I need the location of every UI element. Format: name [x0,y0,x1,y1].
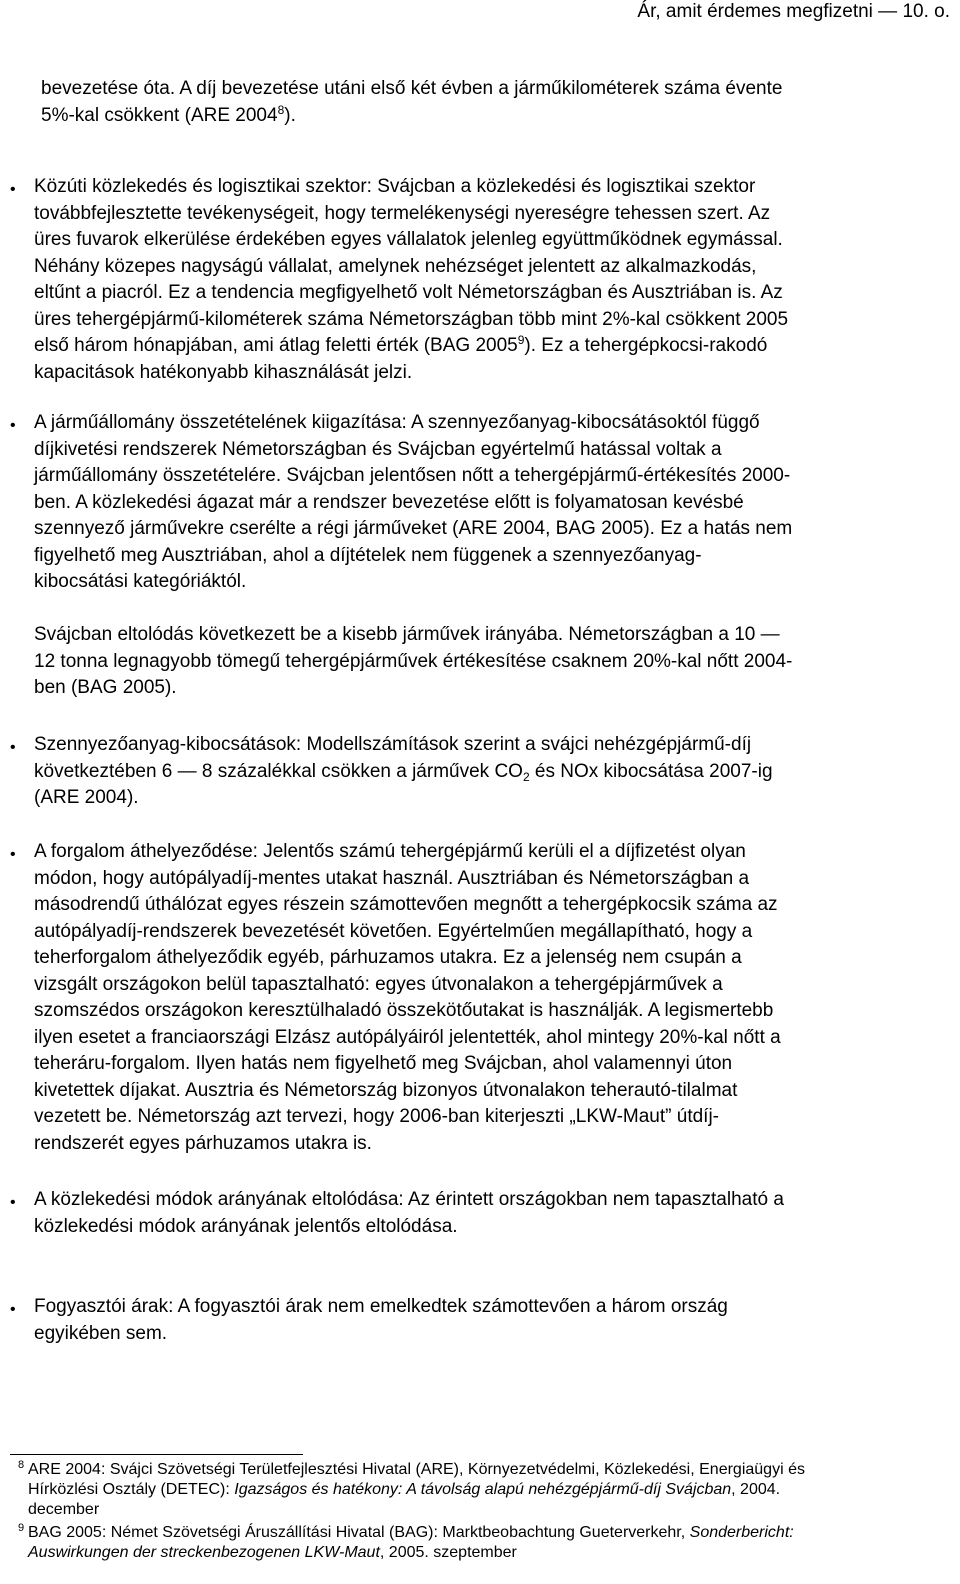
bullet-fleet [34,410,792,596]
footnote-ref[interactable]: 8 [277,102,285,117]
text-line: Svájcban eltolódás következett be a kisebb járművek irányába. Németországban a 10 — [34,624,780,645]
text-line: A forgalom áthelyeződése: Jelentős számú tehergépjármű kerüli el a díjfizetést olyan [34,841,746,862]
text-line: kivetettek díjakat. Ausztria és Németország bizonyos útvonalakon teherautó-tilalmat [34,1079,738,1101]
text-line: Közúti közlekedés és logisztikai szektor: Svájcban a közlekedési és logisztikai szektor [34,176,756,197]
text-line: A közlekedési módok arányának eltolódása: Az érintett országokban nem tapasztalható a [34,1189,784,1210]
intro-line: 5%-kal csökkent (ARE 2004$^8$). [41,102,296,126]
text-line: másodrendű úthálózat egyes részein számottevően megnőtt a tehergépkocsik száma az [34,894,778,915]
text-line: szomszédos országokon keresztülhaladó összekötőutakat is használják. A legismertebb [34,1000,774,1021]
text-line: járműállomány összetételére. Svájcban jelentősen nőtt a tehergépjármű-értékesítés 2000- [34,465,791,486]
bullet-emissions [34,732,773,812]
text-line: egyikében sem. [34,1322,168,1344]
bullet-icon: • [10,417,16,434]
text-line: kibocsátási kategóriáktól. [34,571,247,592]
text-line: díjkivetési rendszerek Németországban és Svájcban egyértelmű hatással voltak a [34,438,722,460]
text-line: ben. A közlekedési ágazat már a rendszer bevezetése előtt is folyamatosan kevésbé [34,491,744,513]
text-line: kapacitások hatékonyabb kihasználását jelzi. [34,361,413,383]
fleet-followup-paragraph [34,622,792,702]
text-line: rendszerét egyes párhuzamos utakra is. [34,1132,372,1154]
bullet-icon: • [10,181,16,198]
text-line: Néhány közepes nagyságú vállalat, amelynek nehézséget jelentett az alkalmazkodás, [34,255,757,277]
text-line: üres tehergépjármű-kilométerek száma Németországban több mint 2%-kal csökkent 2005 [34,308,789,330]
text-line: eltűnt a piacról. Ez a tendencia megfigyelhető volt Németországban és Ausztriában is. Az [34,282,783,303]
text-line: Szennyezőanyag-kibocsátások: Modellszámítások szerint a svájci nehézgépjármű-díj [34,734,752,755]
text-line: ben (BAG 2005). [34,677,177,698]
footnote-line: Hírközlési Osztály (DETEC): Igazságos és hatékony: A távolság alapú nehézgépjármű-díj Svájcban, 2004. [28,1481,781,1498]
bullet-prices [34,1294,728,1347]
text-line: ilyen esetet a franciaországi Elzász autópályáiról jelentették, ahol mintegy 20%-kal nőtt a [34,1026,781,1048]
text-line: teheráru-forgalom. Ilyen hatás nem figyelhető meg Svájcban, ahol valamennyi úton [34,1053,733,1074]
bullet-icon: • [10,739,16,756]
text-line: módon, hogy autópályadíj-mentes utakat használ. Ausztriában és Németországban a [34,867,750,889]
footnote-line: BAG 2005: Német Szövetségi Áruszállítási Hivatal (BAG): Marktbeobachtung Gueterverkehr, Sonderbericht: [28,1524,794,1541]
bullet-freight [34,174,788,386]
bullet-diversion [34,839,781,1157]
footnote-line: december [28,1501,100,1518]
text-line: szennyező járművekre cserélte a régi járműveket (ARE 2004, BAG 2005). Ez a hatás nem [34,518,793,539]
footnote-number: 8 [18,1459,25,1471]
intro-line: bevezetése óta. A díj bevezetése utáni első két évben a járműkilométerek száma évente [41,78,783,99]
footnote-9 [18,1523,948,1563]
footnote-line: Auswirkungen der streckenbezogenen LKW-Maut, 2005. szeptember [28,1544,517,1561]
text-line: (ARE 2004). [34,787,139,808]
footnote-number: 9 [18,1522,25,1534]
text-line: vezetett be. Németország azt tervezi, hogy 2006-ban kiterjeszti „LKW-Maut” útdíj- [34,1106,720,1127]
footnote-divider [10,1454,303,1455]
text-line: következtében 6 — 8 százalékkal csökken a járművek $CO_2$ és NOx kibocsátása 2007-ig [34,760,773,784]
bullet-icon: • [10,1194,16,1211]
text-line: közlekedési módok arányának jelentős eltolódása. [34,1215,458,1237]
text-line: figyelhető meg Ausztriában, ahol a díjtételek nem függenek a szennyezőanyag- [34,544,702,566]
text-line: vizsgált országokon belül tapasztalható: egyes útvonalakon a tehergépjárművek a [34,973,723,995]
text-line: első három hónapjában, ami átlag feletti érték (BAG 2005$^9$). Ez a tehergépkocsi-rakodó [34,333,768,356]
text-line: továbbfejlesztette tevékenységeit, hogy termelékenységi nyereségre tehessen szert. Az [34,202,771,224]
intro-paragraph [41,76,782,129]
text-line: üres fuvarok elkerülése érdekében egyes vállalatok jelenleg együttműködnek egymással. [34,229,783,250]
footnote-ref[interactable]: 9 [517,333,525,347]
bullet-icon: • [10,846,16,863]
running-header: Ár, amit érdemes megfizetni — 10. o. [637,1,950,22]
text-line: Fogyasztói árak: A fogyasztói árak nem emelkedtek számottevően a három ország [34,1296,728,1317]
text-line: 12 tonna legnagyobb tömegű tehergépjárművek értékesítése csaknem 20%-kal nőtt 2004- [34,650,793,672]
footnote-line: ARE 2004: Svájci Szövetségi Területfejlesztési Hivatal (ARE), Környezetvédelmi, Közlekedési, Energiaügyi és [28,1461,805,1478]
bullet-icon: • [10,1301,16,1318]
text-line: A járműállomány összetételének kiigazítása: A szennyezőanyag-kibocsátásoktól függő [34,412,760,433]
footnote-8 [18,1460,948,1520]
bullet-modal [34,1187,784,1240]
text-line: teherforgalom áthelyeződik egyéb, párhuzamos utakra. Ez a jelenség nem csupán a [34,947,742,968]
text-line: autópályadíj-rendszerek bevezetését követően. Egyértelműen megállapítható, hogy a [34,920,753,942]
